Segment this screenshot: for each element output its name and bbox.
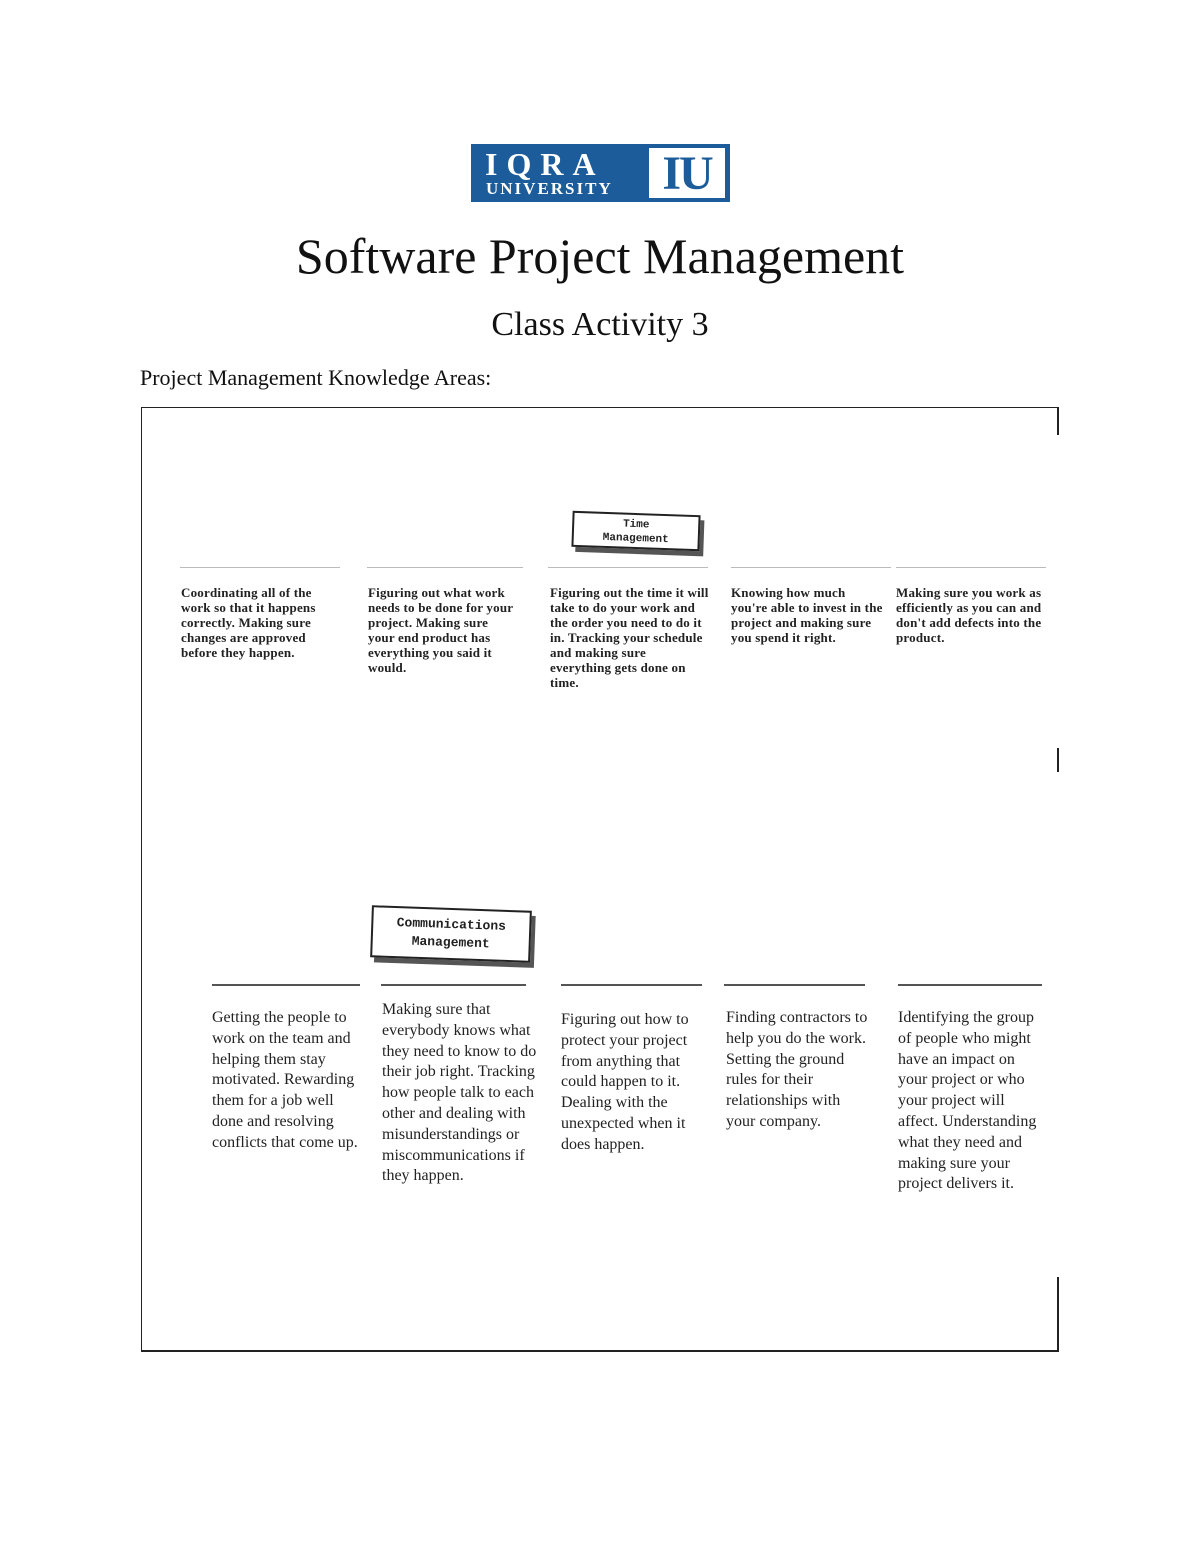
divider-line — [724, 984, 865, 986]
frame-border-right-segment — [1057, 407, 1059, 435]
section-label: Project Management Knowledge Areas: — [140, 365, 492, 390]
knowledge-area-description: Figuring out the time it will take to do your work and the order you need to do it in. Tracking your schedule and making sure everything gets done on time. — [550, 585, 709, 690]
knowledge-area-description: Figuring out how to protect your project from anything that could happen to it. Dealing with the unexpected when it does happen. — [561, 1011, 689, 1153]
divider-line — [561, 984, 702, 986]
tag-line: Communications — [396, 915, 507, 934]
divider-line — [180, 567, 340, 568]
knowledge-area-description: Getting the people to work on the team and helping them stay motivated. Rewarding them for a job well done and resolving conflicts that come up. — [212, 1009, 358, 1151]
knowledge-area-description: Figuring out what work needs to be done for your project. Making sure your end product has everything you said it would. — [368, 585, 513, 675]
document-subtitle: Class Activity 3 — [491, 306, 709, 343]
frame-border-right-segment — [1057, 1277, 1059, 1352]
divider-line — [731, 567, 891, 568]
knowledge-area-description: Coordinating all of the work so that it happens correctly. Making sure changes are approved before they happen. — [181, 585, 316, 660]
frame-border-bottom — [141, 1350, 1059, 1352]
communications-management-tag — [370, 905, 532, 963]
tag-line: Time — [622, 518, 650, 532]
knowledge-area-description: Making sure that everybody knows what they need to know to do their job right. Tracking how people talk to each other and dealing with misunderstandings or miscommunications if they happen. — [382, 1001, 537, 1185]
knowledge-area-description: Making sure you work as efficiently as you can and don't add defects into the product. — [896, 585, 1042, 645]
logo-iqra-text: IQRA — [485, 146, 605, 182]
divider-line — [896, 567, 1046, 568]
frame-border-left — [141, 407, 142, 1352]
time-management-tag — [571, 511, 700, 551]
document-title: Software Project Management — [295, 228, 905, 284]
frame-border-right-segment — [1057, 748, 1059, 772]
divider-line — [212, 984, 360, 986]
knowledge-area-description: Identifying the group of people who might have an impact on your project or who your project will affect. Understanding what they need and making sure your project delivers it. — [898, 1009, 1037, 1193]
frame-border-top — [141, 407, 1059, 408]
divider-line — [548, 567, 708, 568]
divider-line — [381, 984, 526, 986]
logo-university-text: UNIVERSITY — [486, 179, 613, 198]
iqra-university-logo — [471, 144, 730, 202]
tag-line: Management — [602, 531, 669, 547]
divider-line — [367, 567, 523, 568]
tag-line: Management — [411, 933, 490, 952]
logo-iu-mark: IU — [649, 148, 725, 198]
divider-line — [898, 984, 1042, 986]
knowledge-area-description: Knowing how much you're able to invest in the project and making sure you spend it right. — [731, 585, 883, 645]
knowledge-area-description: Finding contractors to help you do the work. Setting the ground rules for their relationships with your company. — [726, 1009, 868, 1130]
